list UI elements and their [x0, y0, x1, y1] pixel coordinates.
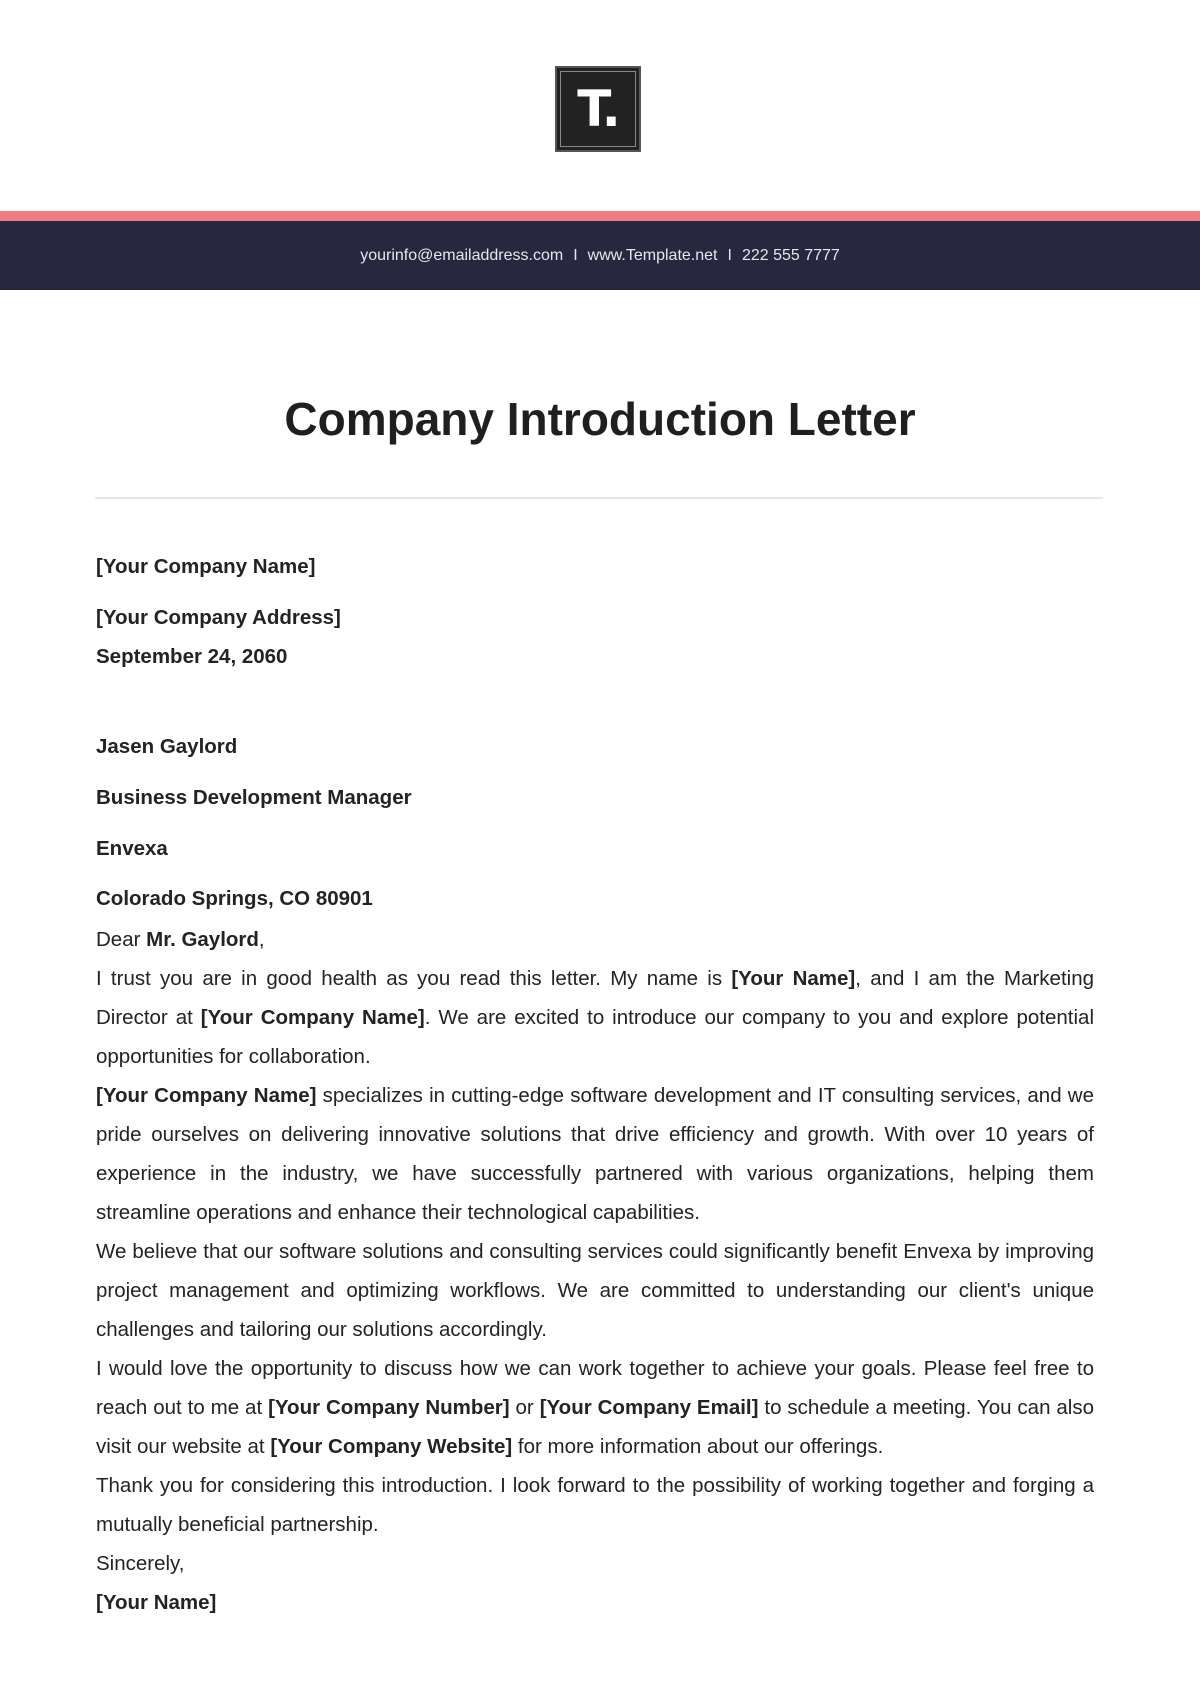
sender-company: [Your Company Name]	[96, 555, 316, 578]
placeholder-company-number: [Your Company Number]	[268, 1396, 510, 1419]
text: . We are excited to introduce our company to you and explore potential opportunities for collaboration.	[96, 1006, 1094, 1068]
paragraph-benefit: We believe that our software solutions and consulting services could significantly benefit Envexa by improving project management and optimizing workflows. We are committed to understanding our client's unique challenges and tailoring our solutions accordingly.	[96, 1240, 1094, 1341]
contact-email: yourinfo@emailaddress.com	[360, 246, 564, 264]
text: specializes in cutting-edge software development and IT consulting services, and we pride ourselves on delivering innovative solutions that drive efficiency and growth. With over 10 years of experience in the industry, we have successfully partnered with various organizations, helping them streamline operations and enhance their technological capabilities.	[96, 1084, 1094, 1224]
salutation-prefix: Dear	[96, 928, 147, 951]
paragraph-thanks: Thank you for considering this introduction. I look forward to the possibility of working together and forging a mutually beneficial partnership.	[96, 1474, 1094, 1536]
salutation-name: Mr. Gaylord	[146, 928, 259, 951]
recipient-position: Business Development Manager	[96, 786, 412, 809]
text: to schedule a meeting. You can also visit our website at	[96, 1396, 1094, 1458]
recipient-name: Jasen Gaylord	[96, 735, 238, 758]
recipient-company: Envexa	[96, 837, 168, 860]
text: I would love the opportunity to discuss how we can work together to achieve your goals. Please feel free to reach out to me at	[96, 1357, 1094, 1419]
paragraph-intro	[96, 959, 1094, 1076]
recipient-city: Colorado Springs, CO 80901	[96, 887, 373, 910]
text: or	[509, 1396, 540, 1419]
contact-phone: 222 555 7777	[741, 246, 840, 264]
text: I trust you are in good health as you read this letter. My name is	[96, 967, 732, 990]
paragraph-contact	[96, 1349, 1094, 1466]
salutation	[96, 920, 1094, 959]
logo-letter: T.	[577, 80, 619, 138]
placeholder-company-website: [Your Company Website]	[270, 1435, 513, 1458]
separator: I	[727, 246, 732, 264]
text: , and I am the Marketing Director at	[96, 967, 1095, 1029]
contact-website: www.Template.net	[587, 246, 718, 264]
placeholder-company-email: [Your Company Email]	[539, 1396, 759, 1419]
letter-date: September 24, 2060	[96, 645, 288, 668]
accent-stripe	[0, 211, 1200, 221]
signature-name: [Your Name]	[96, 1591, 217, 1614]
placeholder-your-name: [Your Name]	[731, 967, 856, 990]
text: for more information about our offerings.	[512, 1435, 884, 1458]
separator: I	[573, 246, 578, 264]
placeholder-company-name: [Your Company Name]	[200, 1006, 425, 1029]
page-title: Company Introduction Letter	[284, 393, 916, 445]
placeholder-company-name: [Your Company Name]	[96, 1084, 317, 1107]
sender-address: [Your Company Address]	[96, 606, 341, 629]
divider	[95, 497, 1103, 499]
contact-bar	[0, 221, 1200, 290]
letter-body	[96, 920, 1094, 1622]
valediction: Sincerely,	[96, 1552, 185, 1575]
paragraph-services	[96, 1076, 1094, 1232]
salutation-suffix: ,	[258, 928, 265, 951]
company-logo	[555, 66, 641, 152]
